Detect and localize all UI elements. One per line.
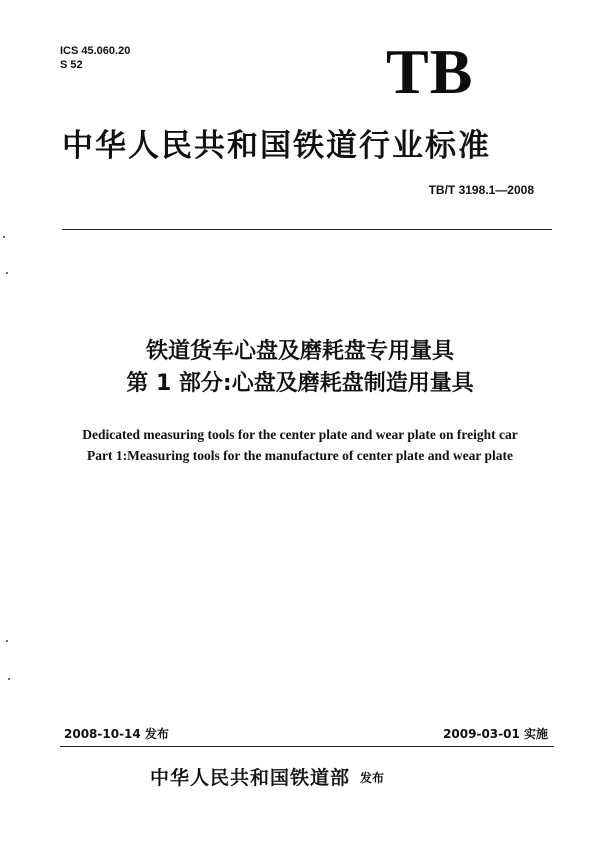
publisher-verb: 发布: [360, 771, 385, 785]
bottom-divider: [60, 746, 554, 747]
scan-speck: [6, 640, 8, 642]
chinese-title-line-1: 铁道货车心盘及磨耗盘专用量具: [145, 339, 454, 364]
chinese-title-line-2: 第 1 部分:心盘及磨耗盘制造用量具: [126, 371, 474, 396]
tb-logo: TB: [386, 36, 474, 107]
publisher: [150, 765, 384, 791]
issue-date: 2008-10-14 发布: [64, 727, 169, 741]
effective-date: 2009-03-01 实施: [443, 727, 548, 741]
scan-speck: [3, 236, 5, 238]
standard-number: TB/T 3198.1—2008: [428, 183, 534, 197]
english-title-line-1: Dedicated measuring tools for the center plate and wear plate on freight car: [82, 427, 518, 442]
top-divider: [62, 229, 552, 230]
ics-code: ICS 45.060.20: [60, 45, 131, 57]
ccs-code: S 52: [60, 59, 83, 71]
publisher-org: 中华人民共和国铁道部: [150, 767, 351, 789]
english-title: [40, 424, 560, 466]
standard-org-title: 中华人民共和国铁道行业标准: [62, 128, 491, 164]
english-title-line-2: Part 1:Measuring tools for the manufacture of center plate and wear plate: [86, 448, 514, 463]
chinese-title: [60, 336, 540, 400]
classification-codes: [60, 44, 130, 72]
scan-speck: [8, 678, 10, 680]
scan-speck: [6, 272, 8, 274]
